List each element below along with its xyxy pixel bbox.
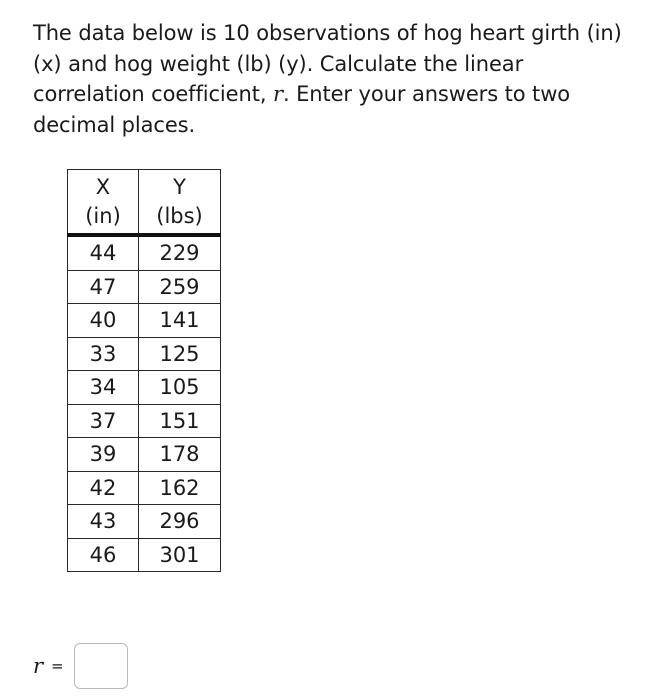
data-table bbox=[67, 169, 221, 572]
cell-x: 40 bbox=[68, 304, 139, 338]
cell-x: 39 bbox=[68, 438, 139, 472]
cell-y: 125 bbox=[139, 337, 221, 371]
header-x-unit: (in) bbox=[85, 203, 121, 228]
cell-y: 259 bbox=[139, 270, 221, 304]
cell-x: 33 bbox=[68, 337, 139, 371]
cell-x: 34 bbox=[68, 371, 139, 405]
table-row bbox=[68, 337, 221, 371]
table-row bbox=[68, 304, 221, 338]
header-x-name: X bbox=[95, 174, 111, 199]
question-variable-r: r bbox=[273, 82, 283, 106]
cell-x: 43 bbox=[68, 505, 139, 539]
cell-y: 105 bbox=[139, 371, 221, 405]
cell-y: 178 bbox=[139, 438, 221, 472]
table-row bbox=[68, 538, 221, 572]
table-row bbox=[68, 404, 221, 438]
question-text-after: . Enter your answers to two decimal places. bbox=[33, 82, 571, 137]
answer-variable: r bbox=[33, 654, 44, 678]
answer-input[interactable] bbox=[74, 643, 128, 689]
cell-x: 44 bbox=[68, 235, 139, 270]
header-x bbox=[68, 170, 139, 236]
cell-x: 47 bbox=[68, 270, 139, 304]
cell-y: 141 bbox=[139, 304, 221, 338]
table-header-row bbox=[68, 170, 221, 236]
cell-x: 37 bbox=[68, 404, 139, 438]
cell-y: 162 bbox=[139, 471, 221, 505]
question-text bbox=[33, 18, 633, 140]
table-row bbox=[68, 438, 221, 472]
header-y-name: Y bbox=[173, 174, 186, 199]
answer-equals: = bbox=[51, 657, 64, 675]
table-row bbox=[68, 235, 221, 270]
answer-row bbox=[33, 641, 128, 691]
cell-y: 301 bbox=[139, 538, 221, 572]
table-row bbox=[68, 505, 221, 539]
cell-x: 46 bbox=[68, 538, 139, 572]
header-y bbox=[139, 170, 221, 236]
cell-y: 296 bbox=[139, 505, 221, 539]
cell-x: 42 bbox=[68, 471, 139, 505]
cell-y: 151 bbox=[139, 404, 221, 438]
table-row bbox=[68, 371, 221, 405]
table-row bbox=[68, 471, 221, 505]
cell-y: 229 bbox=[139, 235, 221, 270]
header-y-unit: (lbs) bbox=[156, 203, 203, 228]
question-text-before: The data below is 10 observations of hog heart girth (in) (x) and hog weight (lb) (y). Calculate the linear correlation coefficient, bbox=[33, 21, 622, 106]
table-row bbox=[68, 270, 221, 304]
